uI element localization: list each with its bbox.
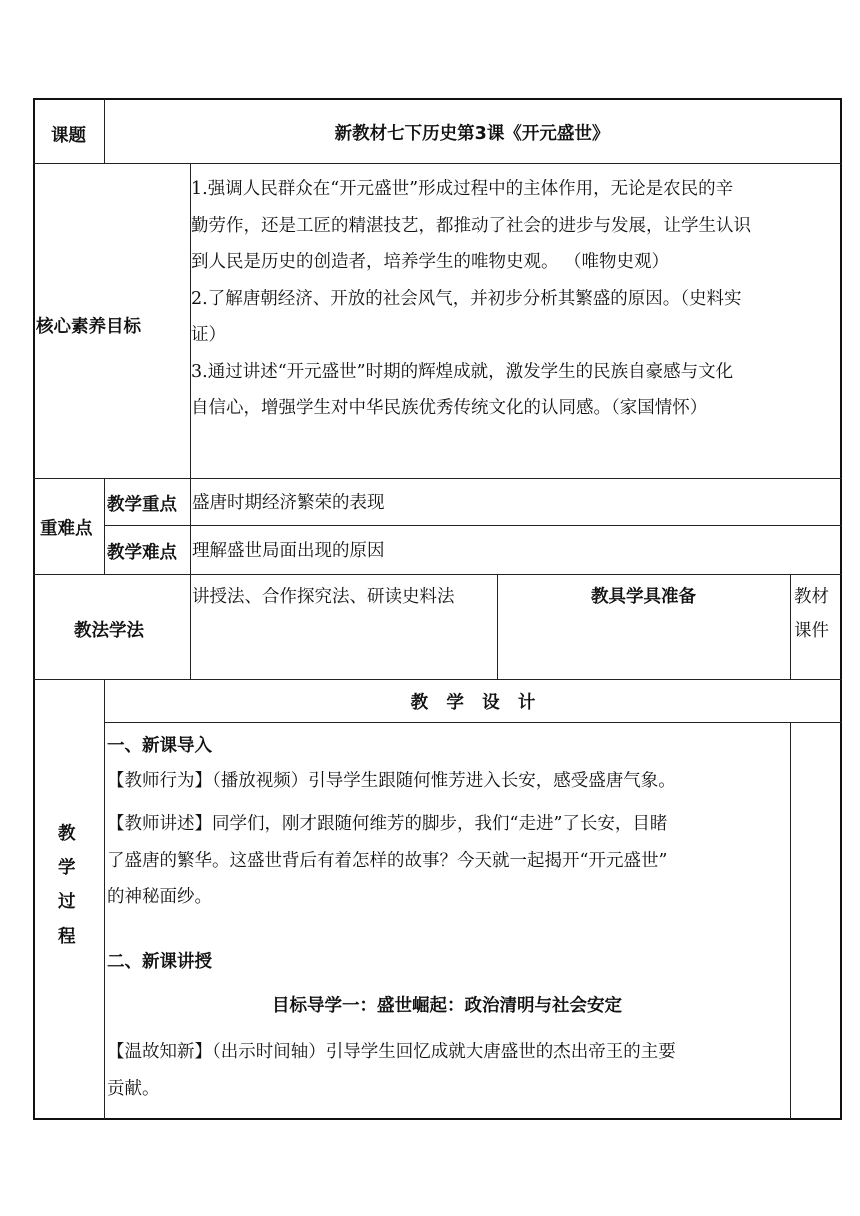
core-goals-line: 2.了解唐朝经济、开放的社会风气，并初步分析其繁盛的原因。（史料实 bbox=[191, 288, 742, 309]
col-divider bbox=[190, 574, 191, 679]
process-label-char: 程 bbox=[58, 927, 76, 947]
topic-title: 新教材七下历史第3课《开元盛世》 bbox=[334, 124, 610, 144]
core-goals-line: 自信心，增强学生对中华民族优秀传统文化的认同感。（家国情怀） bbox=[191, 398, 708, 418]
methods-value: 讲授法、合作探究法、研读史料法 bbox=[192, 587, 455, 607]
col-divider bbox=[104, 478, 105, 574]
core-goals-line: 3.通过讲述“开元盛世”时期的辉煌成就，激发学生的民族自豪感与文化 bbox=[191, 361, 734, 382]
tools-value-line: 教材 bbox=[794, 587, 829, 607]
review-line: 贡献。 bbox=[107, 1078, 160, 1099]
design-title: 教 学 设 计 bbox=[410, 693, 536, 713]
focus-label: 教学重点 bbox=[107, 495, 177, 515]
col-divider bbox=[104, 679, 105, 1119]
review-text bbox=[107, 1034, 790, 1107]
methods-label: 教法学法 bbox=[74, 621, 144, 641]
section-heading: 二、新课讲授 bbox=[107, 952, 212, 972]
table-right-border bbox=[840, 98, 842, 1120]
core-goals-text bbox=[191, 171, 839, 427]
row-divider bbox=[33, 679, 842, 680]
teacher-action: 【教师行为】（播放视频）引导学生跟随何惟芳进入长安，感受盛唐气象。 bbox=[107, 771, 676, 791]
difficulty-value: 理解盛世局面出现的原因 bbox=[192, 541, 385, 561]
section-heading: 一、新课导入 bbox=[107, 736, 212, 756]
process-label-char: 过 bbox=[58, 892, 76, 912]
row-divider bbox=[104, 525, 842, 526]
col-divider bbox=[790, 574, 791, 679]
table-left-border bbox=[33, 98, 35, 1120]
core-goals-line: 证） bbox=[191, 325, 226, 345]
process-label-char: 学 bbox=[58, 858, 76, 878]
key-points-label: 重难点 bbox=[40, 519, 93, 539]
teacher-talk-line: 了盛唐的繁华。这盛世背后有着怎样的故事？今天就一起揭开“开元盛世” bbox=[107, 850, 668, 871]
row-divider bbox=[33, 478, 842, 479]
teacher-talk-line: 【教师讲述】同学们，刚才跟随何维芳的脚步，我们“走进”了长安，目睹 bbox=[107, 814, 668, 834]
core-goals-line: 勤劳作，还是工匠的精湛技艺，都推动了社会的进步与发展，让学生认识 bbox=[191, 215, 751, 236]
table-bottom-border bbox=[33, 1118, 842, 1120]
row-divider bbox=[104, 722, 842, 723]
tools-value-line: 课件 bbox=[794, 621, 829, 641]
review-line: 【温故知新】（出示时间轴）引导学生回忆成就大唐盛世的杰出帝王的主要 bbox=[107, 1042, 676, 1062]
core-goals-line: 1.强调人民群众在“开元盛世”形成过程中的主体作用，无论是农民的辛 bbox=[191, 179, 734, 199]
difficulty-label: 教学难点 bbox=[107, 543, 177, 563]
row-divider bbox=[33, 574, 842, 575]
topic-label: 课题 bbox=[51, 126, 86, 146]
core-goals-line: 到人民是历史的创造者，培养学生的唯物史观。 （唯物史观） bbox=[191, 252, 670, 272]
table-top-border bbox=[33, 98, 842, 100]
tools-label: 教具学具准备 bbox=[591, 587, 696, 607]
teacher-talk-line: 的神秘面纱。 bbox=[107, 887, 212, 907]
row-divider bbox=[33, 163, 842, 164]
focus-value: 盛唐时期经济繁荣的表现 bbox=[192, 493, 385, 513]
goal-title: 目标导学一：盛世崛起：政治清明与社会安定 bbox=[272, 996, 622, 1016]
teacher-talk bbox=[107, 806, 790, 916]
process-label-char: 教 bbox=[58, 824, 76, 844]
col-divider bbox=[790, 722, 791, 1119]
core-goals-label: 核心素养目标 bbox=[36, 317, 141, 337]
